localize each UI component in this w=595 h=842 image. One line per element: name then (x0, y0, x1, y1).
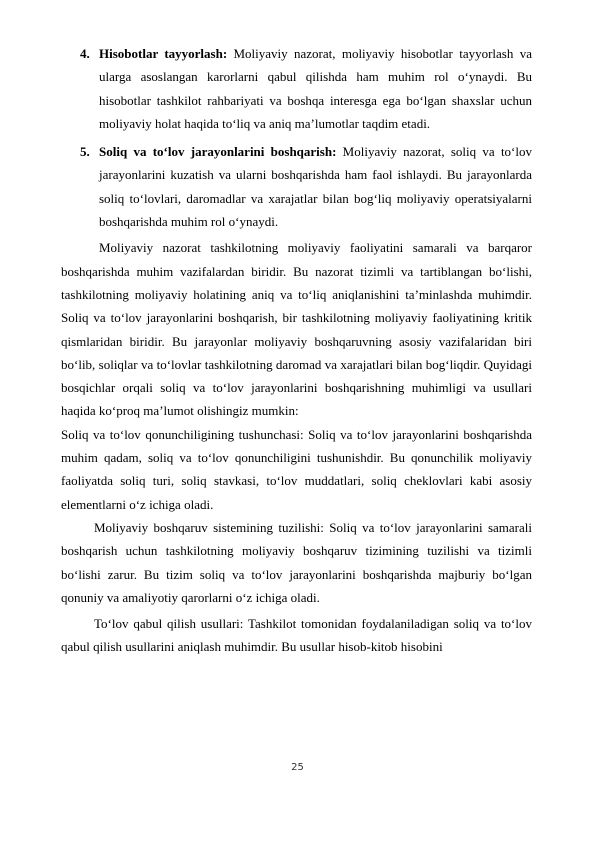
list-text (99, 140, 532, 233)
list-body: Moliyaviy nazorat, soliq va to‘lov jarayonlarini kuzatish va ularni boshqarishda ham faol ishlaydi. Bu jarayonlarda soliq to‘lovlari, daromadlar va xarajatlar bilan bog‘liq moliyaviy operatsiyalarni boshqarishda muhim rol o‘ynaydi. (99, 144, 532, 230)
body-paragraph: Moliyaviy boshqaruv sistemining tuzilishi: Soliq va to‘lov jarayonlarini samarali boshqarish uchun tashkilotning moliyaviy boshqaruv tizimining tuzilishi va tizimli bo‘lishi zarur. Bu tizim soliq va to‘lov jarayonlarini boshqarishda majburiy bo‘lgan qonuniy va amaliyotiy qarorlarni o‘z ichiga oladi. (61, 519, 532, 605)
body-paragraph: Moliyaviy nazorat tashkilotning moliyaviy faoliyatini samarali va barqaror boshqarishda muhim vazifalardan biridir. Bu nazorat tizimli va tartiblangan bo‘lishi, tashkilotning moliyaviy holatining aniq va to‘liq aniqlanishini ta’minlashda muhimdir. Soliq va to‘lov jarayonlarini boshqarish, bir tashkilotning moliyaviy faoliyatining kritik qismlaridan biridir. Bu jarayonlar moliyaviy boshqaruvning asosiy vazifalaridan biri bo‘lib, soliqlar va to‘lovlar tashkilotning daromad va xarajatlari bilan bog‘liqdir. Quyidagi bosqichlar orqali soliq va to‘lov jarayonlarini boshqarishning muhimligi va usullari haqida ko‘proq ma’lumot olishingiz mumkin: (61, 240, 532, 419)
list-text (99, 42, 532, 135)
list-title: Hisobotlar tayyorlash: (99, 46, 228, 61)
list-item (61, 140, 532, 233)
page-content (61, 42, 532, 659)
body-paragraph: To‘lov qabul qilish usullari: Tashkilot tomonidan foydalaniladigan soliq va to‘lov qabul qilish usullarini aniqlash muhimdir. Bu usullar hisob-kitob hisobini (61, 616, 532, 655)
body-paragraph: Soliq va to‘lov qonunchiligining tushunchasi: Soliq va to‘lov jarayonlarini boshqarishda muhim qadam, soliq va to‘lov qonunchiligini tushunishdir. Bu qonunchilik moliyaviy faoliyatda soliq turi, soliq stavkasi, to‘lov muddatlari, soliq cheklovlari kabi asosiy elementlarni o‘z ichiga oladi. (61, 426, 532, 512)
list-number: 5. (80, 144, 90, 160)
list-item (61, 42, 532, 135)
list-number: 4. (80, 46, 90, 61)
list-title: Soliq va to‘lov jarayonlarini boshqarish: (99, 144, 337, 160)
list-body: Moliyaviy nazorat, moliyaviy hisobotlar tayyorlash va ularga asoslangan karorlarni qabul qilishda ham muhim rol o‘ynaydi. Bu hisobotlar tashkilot rahbariyati va boshqa interesga ega bo‘lgan shaxslar uchun moliyaviy holat haqida to‘liq va aniq ma’lumotlar taqdim etadi. (99, 46, 532, 131)
page-number: 25 (291, 762, 304, 773)
